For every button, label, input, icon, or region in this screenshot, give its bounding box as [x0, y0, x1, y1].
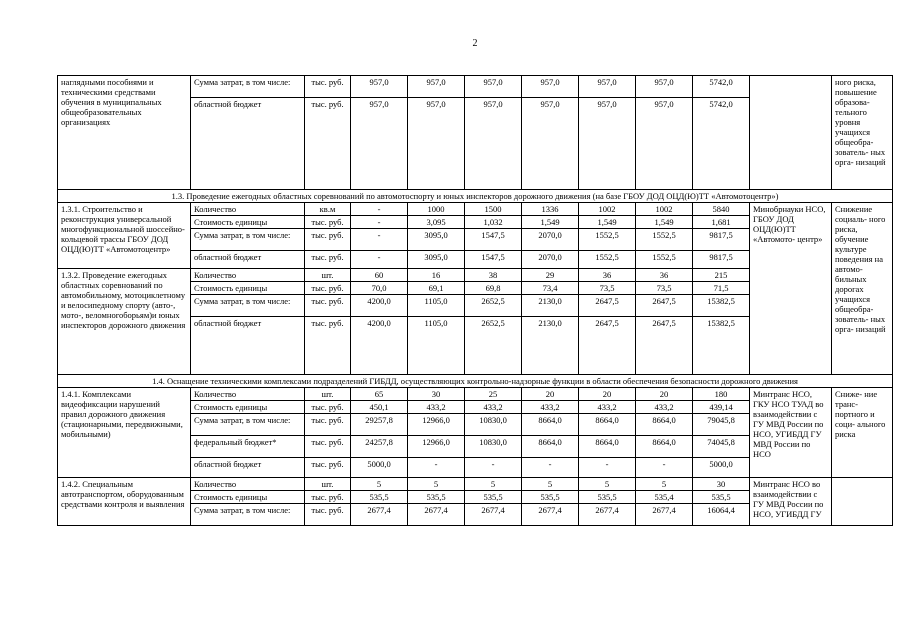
value-cell: 957,0 — [522, 76, 579, 98]
indicator-label: Сумма затрат, в том числе: — [191, 504, 305, 526]
value-cell: 1500 — [465, 203, 522, 216]
value-cell: 1,549 — [579, 216, 636, 229]
value-cell: 69,1 — [408, 282, 465, 295]
value-cell: 957,0 — [465, 76, 522, 98]
value-cell: 20 — [579, 388, 636, 401]
value-cell: 535,5 — [579, 491, 636, 504]
value-cell: 2677,4 — [522, 504, 579, 526]
unit-cell: тыс. руб. — [305, 295, 351, 317]
page-number: 2 — [472, 38, 478, 49]
value-cell: 957,0 — [408, 76, 465, 98]
indicator-label: Количество — [191, 269, 305, 282]
value-cell: 535,5 — [465, 491, 522, 504]
value-cell: 4200,0 — [351, 317, 408, 375]
indicator-label: областной бюджет — [191, 317, 305, 375]
measures-table — [57, 75, 893, 526]
value-cell: 5742,0 — [693, 76, 750, 98]
value-cell: 433,2 — [522, 401, 579, 414]
unit-cell: тыс. руб. — [305, 504, 351, 526]
indicator-label: Сумма затрат, в том числе: — [191, 295, 305, 317]
value-cell: 5 — [408, 478, 465, 491]
value-cell: 38 — [465, 269, 522, 282]
value-cell: 957,0 — [351, 76, 408, 98]
value-cell: 1,549 — [636, 216, 693, 229]
value-cell: 1,681 — [693, 216, 750, 229]
value-cell: 2677,4 — [408, 504, 465, 526]
value-cell: 1105,0 — [408, 317, 465, 375]
value-cell: 957,0 — [579, 76, 636, 98]
value-cell: 8664,0 — [636, 414, 693, 436]
value-cell: 1000 — [408, 203, 465, 216]
value-cell: 60 — [351, 269, 408, 282]
unit-cell: тыс. руб. — [305, 216, 351, 229]
value-cell: 30 — [693, 478, 750, 491]
value-cell: 433,2 — [579, 401, 636, 414]
value-cell: 12966,0 — [408, 414, 465, 436]
indicator-label: Количество — [191, 388, 305, 401]
value-cell: 25 — [465, 388, 522, 401]
value-cell: 73,5 — [579, 282, 636, 295]
value-cell: 2677,4 — [636, 504, 693, 526]
value-cell: 2677,4 — [351, 504, 408, 526]
value-cell: 5 — [465, 478, 522, 491]
unit-cell: тыс. руб. — [305, 401, 351, 414]
value-cell: - — [465, 458, 522, 478]
unit-cell: тыс. руб. — [305, 436, 351, 458]
unit-cell: тыс. руб. — [305, 98, 351, 190]
value-cell: - — [351, 229, 408, 251]
value-cell: 30 — [408, 388, 465, 401]
indicator-label: областной бюджет — [191, 251, 305, 269]
value-cell: 12966,0 — [408, 436, 465, 458]
value-cell: 1547,5 — [465, 229, 522, 251]
value-cell: 3095,0 — [408, 251, 465, 269]
value-cell: 79045,8 — [693, 414, 750, 436]
section-row — [58, 190, 893, 203]
value-cell: 20 — [522, 388, 579, 401]
value-cell: 450,1 — [351, 401, 408, 414]
value-cell: 8664,0 — [579, 436, 636, 458]
unit-cell: шт. — [305, 269, 351, 282]
value-cell: 1105,0 — [408, 295, 465, 317]
unit-cell: тыс. руб. — [305, 414, 351, 436]
measure-description: наглядными пособиями и техническими средствами обучения в муниципальных общеобразовательных организациях — [58, 76, 191, 190]
unit-cell: тыс. руб. — [305, 458, 351, 478]
value-cell: 2652,5 — [465, 295, 522, 317]
value-cell: 16 — [408, 269, 465, 282]
value-cell: 1552,5 — [636, 251, 693, 269]
value-cell: 535,4 — [636, 491, 693, 504]
value-cell: 69,8 — [465, 282, 522, 295]
value-cell: 2647,5 — [636, 317, 693, 375]
measure-description: 1.4.2. Специальным автотранспортом, оборудованным средствами контроля и выявления — [58, 478, 191, 526]
result-cell — [832, 478, 893, 526]
result-cell: Снижение социаль- ного риска, обучение культуре поведения на автомо- бильных дорогах учащихся общеобра- зователь- ных орга- низаций — [832, 203, 893, 375]
measure-description: 1.3.2. Проведение ежегодных областных соревнований по автомобильному, мотоциклетному и велосипедному спорту (авто-, мото-, веломногоборьям)и юных инспекторов дорожного движения — [58, 269, 191, 375]
indicator-label: Сумма затрат, в том числе: — [191, 76, 305, 98]
unit-cell: шт. — [305, 388, 351, 401]
value-cell: 535,5 — [693, 491, 750, 504]
value-cell: 15382,5 — [693, 317, 750, 375]
executor-cell: Минтранс НСО, ГКУ НСО ТУАД во взаимодействии с ГУ МВД России по НСО, УГИБДД ГУ МВД России по НСО — [750, 388, 832, 478]
value-cell: 36 — [636, 269, 693, 282]
value-cell: 535,5 — [522, 491, 579, 504]
value-cell: 957,0 — [351, 98, 408, 190]
table-row — [58, 478, 893, 491]
value-cell: 5 — [522, 478, 579, 491]
unit-cell: тыс. руб. — [305, 282, 351, 295]
value-cell: - — [351, 251, 408, 269]
value-cell: 10830,0 — [465, 436, 522, 458]
value-cell: 5 — [579, 478, 636, 491]
value-cell: 433,2 — [408, 401, 465, 414]
value-cell: 957,0 — [579, 98, 636, 190]
value-cell: 9817,5 — [693, 229, 750, 251]
value-cell: 71,5 — [693, 282, 750, 295]
unit-cell: тыс. руб. — [305, 76, 351, 98]
indicator-label: Количество — [191, 478, 305, 491]
value-cell: 5 — [636, 478, 693, 491]
value-cell: - — [408, 458, 465, 478]
result-cell: Сниже- ние транс- портного и соци- ального риска — [832, 388, 893, 478]
value-cell: 1002 — [579, 203, 636, 216]
value-cell: 439,14 — [693, 401, 750, 414]
value-cell: 957,0 — [636, 76, 693, 98]
indicator-label: Стоимость единицы — [191, 491, 305, 504]
value-cell: 15382,5 — [693, 295, 750, 317]
unit-cell: тыс. руб. — [305, 317, 351, 375]
value-cell: 180 — [693, 388, 750, 401]
value-cell: 20 — [636, 388, 693, 401]
indicator-label: Стоимость единицы — [191, 401, 305, 414]
measure-description: 1.3.1. Строительство и реконструкция универсальной многофункциональной шоссейно-кольцевой трассы ГБОУ ДОД ОЦД(Ю)ТТ «Автомотоцентр» — [58, 203, 191, 269]
value-cell: 73,5 — [636, 282, 693, 295]
value-cell: 1552,5 — [579, 251, 636, 269]
value-cell: 16064,4 — [693, 504, 750, 526]
value-cell: 5840 — [693, 203, 750, 216]
executor-cell: Минтранс НСО во взаимодействии с ГУ МВД России по НСО, УГИБДД ГУ — [750, 478, 832, 526]
indicator-label: Сумма затрат, в том числе: — [191, 414, 305, 436]
value-cell: 10830,0 — [465, 414, 522, 436]
value-cell: 957,0 — [522, 98, 579, 190]
section-row — [58, 375, 893, 388]
indicator-label: федеральный бюджет* — [191, 436, 305, 458]
value-cell: 535,5 — [408, 491, 465, 504]
value-cell: 215 — [693, 269, 750, 282]
value-cell: 2070,0 — [522, 251, 579, 269]
value-cell: - — [636, 458, 693, 478]
value-cell: 1,549 — [522, 216, 579, 229]
value-cell: 8664,0 — [636, 436, 693, 458]
value-cell: 36 — [579, 269, 636, 282]
value-cell: 5000,0 — [693, 458, 750, 478]
indicator-label: областной бюджет — [191, 458, 305, 478]
value-cell: 957,0 — [465, 98, 522, 190]
indicator-label: Стоимость единицы — [191, 282, 305, 295]
value-cell: 1552,5 — [579, 229, 636, 251]
value-cell: 24257,8 — [351, 436, 408, 458]
indicator-label: Сумма затрат, в том числе: — [191, 229, 305, 251]
value-cell: 433,2 — [636, 401, 693, 414]
indicator-label: Количество — [191, 203, 305, 216]
result-cell: ного риска, повышение образова- тельного уровня учащихся общеобра- зователь- ных орга- низаций — [832, 76, 893, 190]
value-cell: 8664,0 — [579, 414, 636, 436]
value-cell: 5742,0 — [693, 98, 750, 190]
value-cell: 433,2 — [465, 401, 522, 414]
value-cell: 73,4 — [522, 282, 579, 295]
value-cell: 2677,4 — [465, 504, 522, 526]
value-cell: - — [522, 458, 579, 478]
value-cell: 2652,5 — [465, 317, 522, 375]
value-cell: 2130,0 — [522, 295, 579, 317]
value-cell: 1547,5 — [465, 251, 522, 269]
executor-cell — [750, 76, 832, 190]
table-row — [58, 76, 893, 98]
section-title-1-3: 1.3. Проведение ежегодных областных соревнований по автомотоспорту и юных инспекторов дорожного движения (на базе ГБОУ ДОД ОЦД(Ю)ТТ «Автомотоцентр») — [58, 190, 893, 203]
measure-description: 1.4.1. Комплексами видеофиксации нарушений правил дорожного движения (стационарными, передвижными, мобильными) — [58, 388, 191, 478]
table-row — [58, 203, 893, 216]
executor-cell: Минобрнауки НСО, ГБОУ ДОД ОЦД(Ю)ТТ «Автомото- центр» — [750, 203, 832, 375]
unit-cell: тыс. руб. — [305, 251, 351, 269]
value-cell: 3,095 — [408, 216, 465, 229]
value-cell: 535,5 — [351, 491, 408, 504]
value-cell: 8664,0 — [522, 414, 579, 436]
unit-cell: тыс. руб. — [305, 491, 351, 504]
unit-cell: тыс. руб. — [305, 229, 351, 251]
value-cell: 74045,8 — [693, 436, 750, 458]
value-cell: 8664,0 — [522, 436, 579, 458]
unit-cell: кв.м — [305, 203, 351, 216]
value-cell: 2070,0 — [522, 229, 579, 251]
value-cell: 1002 — [636, 203, 693, 216]
value-cell: 957,0 — [408, 98, 465, 190]
value-cell: 2647,5 — [579, 295, 636, 317]
value-cell: 1,032 — [465, 216, 522, 229]
value-cell: 5 — [351, 478, 408, 491]
value-cell: 65 — [351, 388, 408, 401]
value-cell: 70,0 — [351, 282, 408, 295]
value-cell: 2647,5 — [636, 295, 693, 317]
value-cell: 3095,0 — [408, 229, 465, 251]
section-title-1-4: 1.4. Оснащение техническими комплексами подразделений ГИБДД, осуществляющих контрольно-надзорные функции в области обеспечения безопасности дорожного движения — [58, 375, 893, 388]
unit-cell: шт. — [305, 478, 351, 491]
value-cell: 5000,0 — [351, 458, 408, 478]
value-cell: 2677,4 — [579, 504, 636, 526]
value-cell: 4200,0 — [351, 295, 408, 317]
value-cell: 2130,0 — [522, 317, 579, 375]
value-cell: 957,0 — [636, 98, 693, 190]
value-cell: 1552,5 — [636, 229, 693, 251]
value-cell: - — [579, 458, 636, 478]
value-cell: 29 — [522, 269, 579, 282]
value-cell: 1336 — [522, 203, 579, 216]
value-cell: 2647,5 — [579, 317, 636, 375]
value-cell: - — [351, 203, 408, 216]
table-row — [58, 388, 893, 401]
indicator-label: областной бюджет — [191, 98, 305, 190]
value-cell: 29257,8 — [351, 414, 408, 436]
value-cell: - — [351, 216, 408, 229]
value-cell: 9817,5 — [693, 251, 750, 269]
indicator-label: Стоимость единицы — [191, 216, 305, 229]
